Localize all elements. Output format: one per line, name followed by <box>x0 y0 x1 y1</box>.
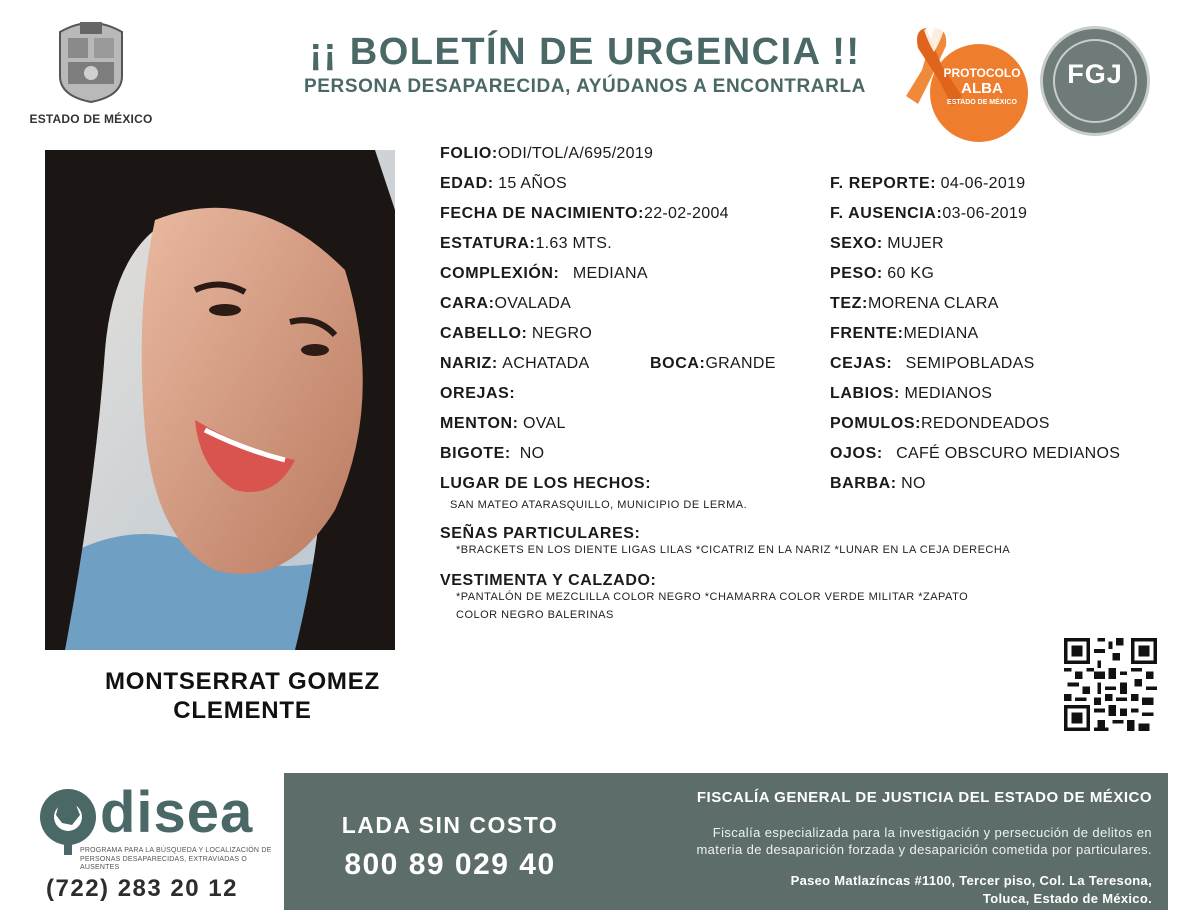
field-label: FOLIO: <box>440 145 498 162</box>
fiscalia-title: FISCALÍA GENERAL DE JUSTICIA DEL ESTADO DE MÉXICO <box>696 789 1152 806</box>
field-value: SEMIPOBLADAS <box>905 355 1035 372</box>
field-lugar-hechos-value: SAN MATEO ATARASQUILLO, MUNICIPIO DE LERMA. <box>450 499 748 511</box>
field-label: LABIOS: <box>830 385 900 402</box>
field-bigote <box>440 444 544 464</box>
alba-line1: PROTOCOLO <box>943 66 1021 80</box>
field-label: TEZ: <box>830 295 868 312</box>
field-label: COMPLEXIÓN: <box>440 265 560 282</box>
field-label: NARIZ: <box>440 355 498 372</box>
field-labios <box>830 384 992 404</box>
field-vestimenta-line1: *PANTALÓN DE MEZCLILLA COLOR NEGRO *CHAMARRA COLOR VERDE MILITAR *ZAPATO <box>456 591 969 603</box>
field-label: LUGAR DE LOS HECHOS: <box>440 475 652 492</box>
field-label: F. REPORTE: <box>830 175 937 192</box>
field-value: 22-02-2004 <box>644 205 729 222</box>
field-label: OREJAS: <box>440 385 516 402</box>
field-peso <box>830 264 934 284</box>
field-label: SEÑAS PARTICULARES: <box>440 525 641 542</box>
qr-code-icon[interactable] <box>1064 638 1157 731</box>
field-label: CARA: <box>440 295 495 312</box>
person-name-line2: CLEMENTE <box>173 697 312 724</box>
state-label: ESTADO DE MÉXICO <box>29 112 153 126</box>
field-vestimenta-line2: COLOR NEGRO BALERINAS <box>456 609 614 621</box>
field-pomulos <box>830 414 1050 434</box>
field-orejas <box>440 384 515 404</box>
field-value: REDONDEADOS <box>921 415 1050 432</box>
field-label: ESTATURA: <box>440 235 536 252</box>
field-label: PESO: <box>830 265 883 282</box>
field-label: CABELLO: <box>440 325 528 342</box>
field-label: VESTIMENTA Y CALZADO: <box>440 572 657 589</box>
alba-text <box>942 66 1022 108</box>
field-value: NO <box>519 445 545 462</box>
fgj-seal-icon <box>1040 26 1150 136</box>
field-cabello <box>440 324 592 344</box>
field-fecha-nacimiento <box>440 204 729 224</box>
field-frente <box>830 324 979 344</box>
alba-line2: ALBA <box>961 80 1003 97</box>
state-crest-icon <box>52 18 130 104</box>
field-lugar-hechos <box>440 474 651 494</box>
odisea-program-text: PROGRAMA PARA LA BÚSQUEDA Y LOCALIZACIÓN DE PERSONAS DESAPARECIDAS, EXTRAVIADAS O AUSENTES <box>80 847 272 871</box>
field-f-ausencia <box>830 204 1027 224</box>
field-value: OVALADA <box>494 295 572 312</box>
field-barba <box>830 474 926 494</box>
bulletin-title-block <box>265 30 905 98</box>
field-label: FRENTE: <box>830 325 904 342</box>
lada-number[interactable]: 800 89 029 40 <box>344 848 556 881</box>
fiscalia-description-line2: materia de desaparición forzada y desaparición cometida por particulares. <box>696 842 1152 857</box>
field-value: ODI/TOL/A/695/2019 <box>497 145 654 162</box>
field-value: GRANDE <box>705 355 776 372</box>
missing-person-photo <box>45 150 395 650</box>
field-label: FECHA DE NACIMIENTO: <box>440 205 644 222</box>
fiscalia-description-line1: Fiscalía especializada para la investigación y persecución de delitos en <box>712 825 1152 840</box>
field-label: BOCA: <box>650 355 706 372</box>
field-nariz <box>440 354 589 374</box>
field-menton <box>440 414 566 434</box>
bulletin-subtitle: PERSONA DESAPARECIDA, AYÚDANOS A ENCONTRARLA <box>304 76 866 97</box>
field-value: 03-06-2019 <box>942 205 1028 222</box>
field-edad <box>440 174 567 194</box>
field-value: 15 AÑOS <box>498 175 567 192</box>
field-value: CAFÉ OBSCURO MEDIANOS <box>896 445 1121 462</box>
estado-de-mexico-logo <box>22 18 160 126</box>
field-value: OVAL <box>523 415 566 432</box>
field-label: EDAD: <box>440 175 494 192</box>
field-value: 60 KG <box>887 265 935 282</box>
field-estatura <box>440 234 612 254</box>
field-label: CEJAS: <box>830 355 893 372</box>
field-value: 04-06-2019 <box>940 175 1026 192</box>
fiscalia-address-line2: Toluca, Estado de México. <box>982 891 1152 906</box>
alba-line3: ESTADO DE MÉXICO <box>947 99 1017 106</box>
field-label: BARBA: <box>830 475 897 492</box>
lada-label: LADA SIN COSTO <box>341 812 559 838</box>
field-senas-value: *BRACKETS EN LOS DIENTE LIGAS LILAS *CICATRIZ EN LA NARIZ *LUNAR EN LA CEJA DERECHA <box>456 544 1011 556</box>
field-label: F. AUSENCIA: <box>830 205 943 222</box>
field-folio <box>440 144 653 164</box>
field-label: SEXO: <box>830 235 883 252</box>
field-value: NEGRO <box>531 325 593 342</box>
field-tez <box>830 294 999 314</box>
lada-sin-costo <box>300 812 600 882</box>
field-value: MEDIANOS <box>904 385 993 402</box>
field-value: MEDIANA <box>903 325 979 342</box>
field-value: NO <box>901 475 926 492</box>
field-value: MORENA CLARA <box>867 295 999 312</box>
odisea-phone[interactable]: (722) 283 20 12 <box>46 875 238 902</box>
field-cejas <box>830 354 1035 374</box>
bulletin-title: ¡¡ BOLETÍN DE URGENCIA !! <box>309 31 861 73</box>
field-value: MEDIANA <box>572 265 648 282</box>
person-name <box>70 667 415 725</box>
field-boca <box>650 354 776 374</box>
odisea-word: disea <box>100 780 254 845</box>
field-label: OJOS: <box>830 445 883 462</box>
fiscalia-address-line1: Paseo Matlazíncas #1100, Tercer piso, Col. La Teresona, <box>790 873 1152 888</box>
field-sexo <box>830 234 944 254</box>
fiscalia-description <box>696 824 1152 858</box>
odisea-logo <box>36 780 276 917</box>
protocolo-alba-logo <box>900 22 1030 132</box>
field-label: POMULOS: <box>830 415 922 432</box>
field-value: MUJER <box>887 235 944 252</box>
field-cara <box>440 294 571 314</box>
field-f-reporte <box>830 174 1025 194</box>
field-ojos <box>830 444 1120 464</box>
field-value: ACHATADA <box>502 355 590 372</box>
field-label: MENTON: <box>440 415 519 432</box>
fgj-label: FGJ <box>1067 59 1123 89</box>
fiscalia-address <box>791 872 1152 908</box>
field-complexion <box>440 264 648 284</box>
field-value: 1.63 MTS. <box>535 235 612 252</box>
field-label: BIGOTE: <box>440 445 511 462</box>
person-name-line1: MONTSERRAT GOMEZ <box>104 668 380 695</box>
